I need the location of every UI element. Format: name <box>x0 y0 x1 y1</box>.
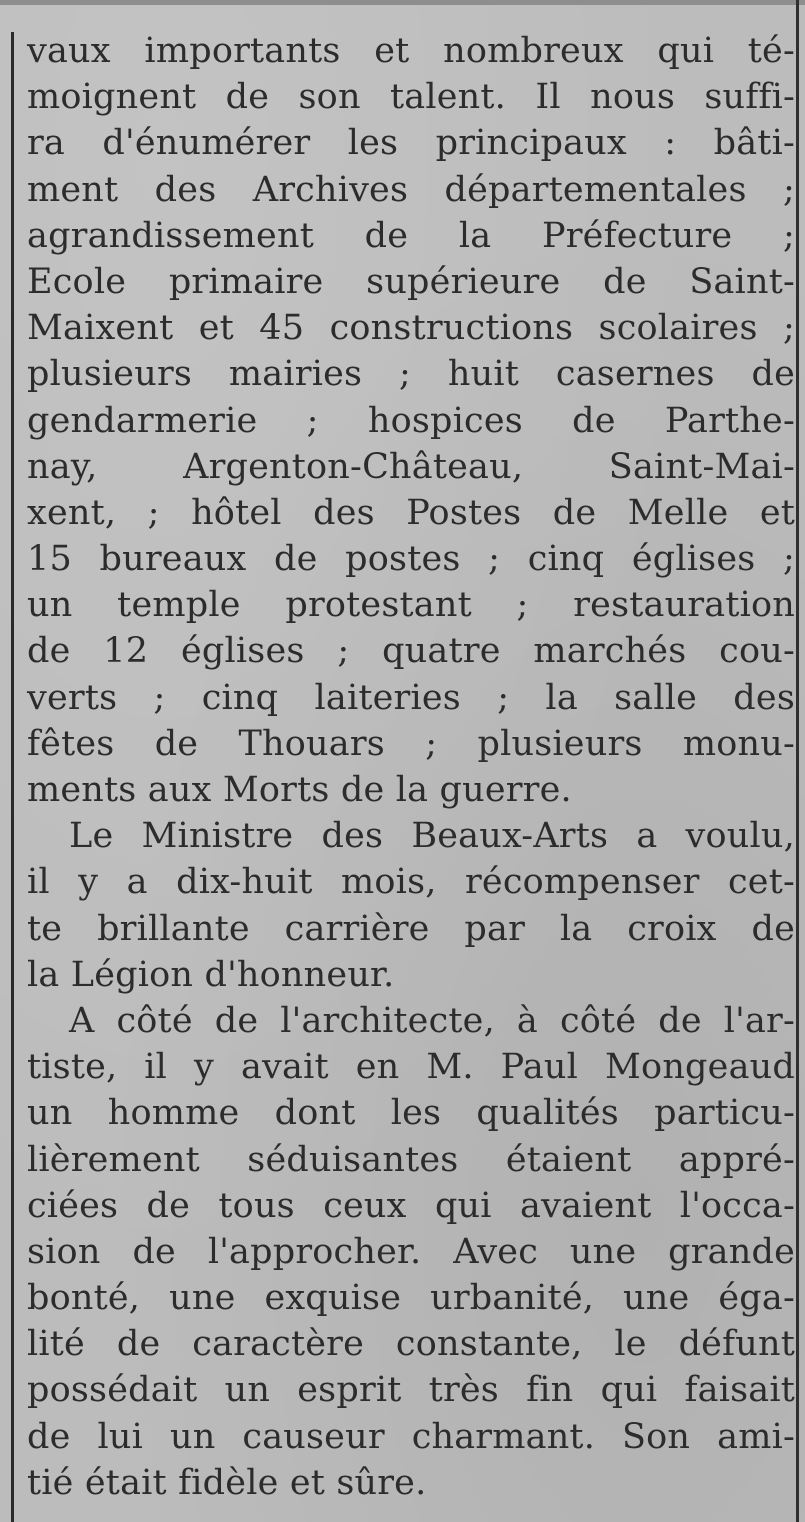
text-line: gendarmerie ; hospices de Parthe- <box>27 400 795 441</box>
column-rule-right <box>796 0 799 1522</box>
article-column <box>27 28 795 1506</box>
paragraph-end-line: tié était fidèle et sûre. <box>27 1462 427 1503</box>
text-line: verts ; cinq laiteries ; la salle des <box>27 677 795 718</box>
text-line: lièrement séduisantes étaient appré- <box>27 1139 795 1180</box>
paragraph-end-line: la Légion d'honneur. <box>27 954 395 995</box>
text-line: nay, Argenton-Château, Saint-Mai- <box>27 446 795 487</box>
text-line: lité de caractère constante, le défunt <box>27 1324 795 1365</box>
text-line: ment des Archives départementales ; <box>27 169 795 210</box>
text-line: de lui un causeur charmant. Son ami- <box>27 1416 795 1457</box>
text-line: tiste, il y avait en M. Paul Mongeaud <box>27 1047 795 1088</box>
text-line: agrandissement de la Préfecture ; <box>27 215 795 256</box>
text-line: ra d'énumérer les principaux : bâti- <box>27 123 795 164</box>
top-edge <box>0 0 805 5</box>
text-line: possédait un esprit très fin qui faisait <box>27 1370 795 1411</box>
text-line: Ecole primaire supérieure de Saint- <box>27 261 795 302</box>
paragraph-start-line: Le Ministre des Beaux-Arts a voulu, <box>69 816 795 857</box>
text-line: un homme dont les qualités particu- <box>27 1093 795 1134</box>
column-rule-left <box>11 32 14 1522</box>
text-line: de 12 églises ; quatre marchés cou- <box>27 631 795 672</box>
text-line: fêtes de Thouars ; plusieurs monu- <box>27 723 795 764</box>
text-line: Maixent et 45 constructions scolaires ; <box>27 308 795 349</box>
text-line: il y a dix-huit mois, récompenser cet- <box>27 862 795 903</box>
text-line: ciées de tous ceux qui avaient l'occa- <box>27 1185 795 1226</box>
paragraph-end-line: ments aux Morts de la guerre. <box>27 770 572 810</box>
text-line: 15 bureaux de postes ; cinq églises ; <box>27 539 795 580</box>
paragraph-start-line: A côté de l'architecte, à côté de l'ar- <box>69 1000 795 1041</box>
text-line: te brillante carrière par la croix de <box>27 908 795 949</box>
text-line: bonté, une exquise urbanité, une éga- <box>27 1278 795 1319</box>
text-line: plusieurs mairies ; huit casernes de <box>27 354 795 395</box>
text-line: xent, ; hôtel des Postes de Melle et <box>27 492 795 533</box>
text-line: vaux importants et nombreux qui té- <box>27 31 795 71</box>
text-line: un temple protestant ; restauration <box>27 585 795 626</box>
text-line: sion de l'approcher. Avec une grande <box>27 1231 795 1272</box>
text-line: moignent de son talent. Il nous suffi- <box>27 77 795 118</box>
